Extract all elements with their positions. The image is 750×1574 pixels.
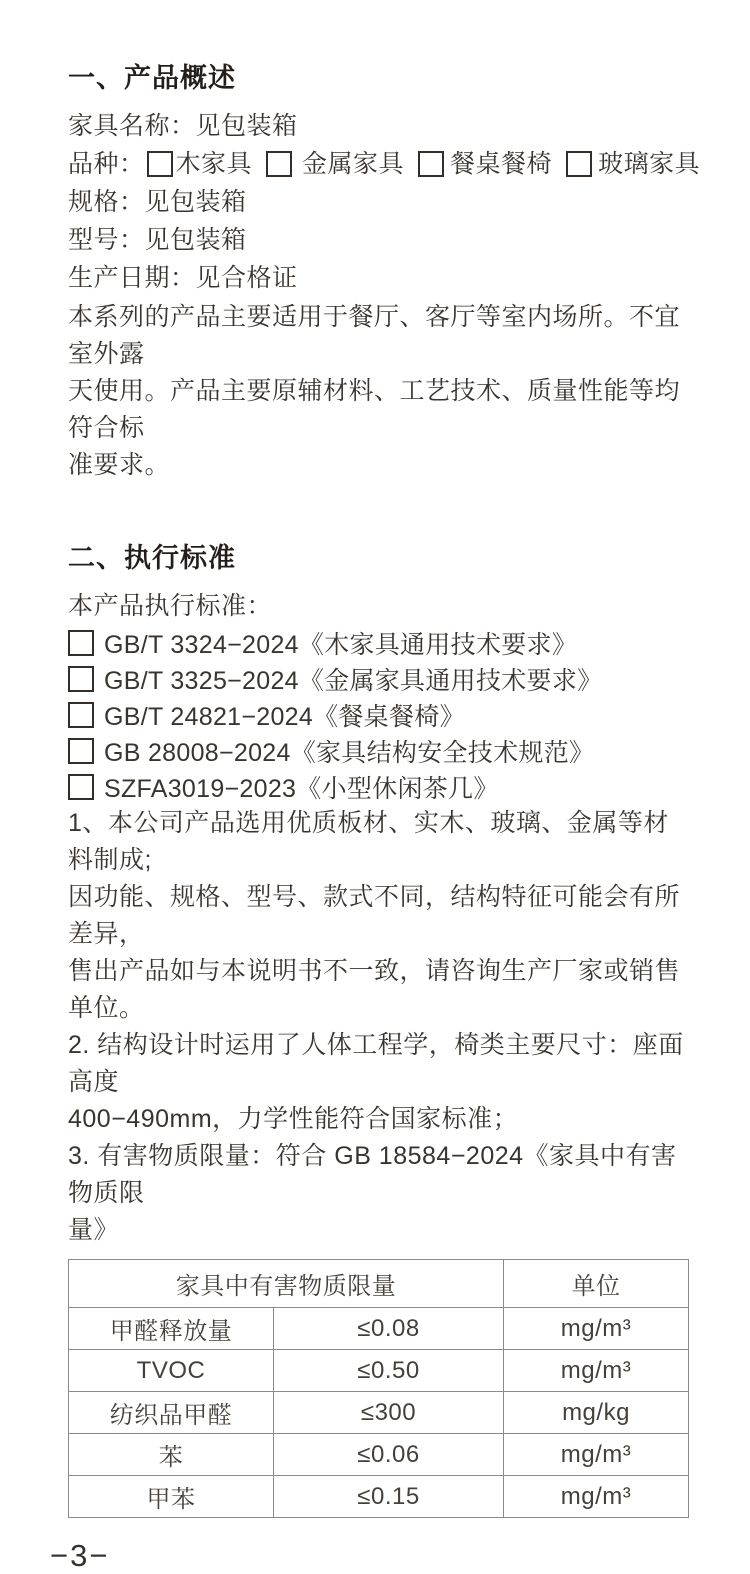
variety-option-label: 木家具 xyxy=(175,150,253,178)
overview-paragraph xyxy=(68,299,692,484)
variety-option-dining xyxy=(418,145,552,183)
checkbox-wood-furniture xyxy=(147,151,173,177)
note-line: 售出产品如与本说明书不一致，请咨询生产厂家或销售单位。 xyxy=(68,957,681,1022)
unit-cell: mg/kg xyxy=(504,1392,689,1434)
standards-notes xyxy=(68,805,692,1249)
standards-intro-line: 本产品执行标准： xyxy=(68,592,273,620)
table-row xyxy=(69,1308,689,1350)
limit-cell: ≤0.15 xyxy=(274,1476,504,1518)
standard-item-label: GB/T 3325−2024《金属家具通用技术要求》 xyxy=(104,667,603,695)
spec-line: 规格：见包装箱 xyxy=(68,188,247,216)
standard-item xyxy=(68,625,692,661)
substance-cell: 甲醛释放量 xyxy=(69,1308,274,1350)
variety-option-label: 金属家具 xyxy=(302,150,405,178)
furniture-name-line: 家具名称：见包装箱 xyxy=(68,112,298,140)
table-header-row xyxy=(69,1260,689,1308)
checkbox-standard-gbt3325 xyxy=(68,666,94,692)
model-line: 型号：见包装箱 xyxy=(68,226,247,254)
unit-cell: mg/m³ xyxy=(504,1434,689,1476)
variety-option-wood xyxy=(147,145,253,183)
note-line: 1、本公司产品选用优质板材、实木、玻璃、金属等材料制成; xyxy=(68,809,669,874)
table-header-title: 家具中有害物质限量 xyxy=(69,1260,504,1308)
table-row xyxy=(69,1392,689,1434)
note-line: 量》 xyxy=(68,1216,120,1244)
table-row xyxy=(69,1350,689,1392)
substance-cell: 甲苯 xyxy=(69,1476,274,1518)
limit-cell: ≤0.06 xyxy=(274,1434,504,1476)
table-row xyxy=(69,1476,689,1518)
section-standards xyxy=(68,536,692,1249)
variety-option-glass xyxy=(566,145,700,183)
standard-item-label: GB/T 3324−2024《木家具通用技术要求》 xyxy=(104,631,578,659)
checkbox-dining-table-chair xyxy=(418,151,444,177)
limit-cell: ≤300 xyxy=(274,1392,504,1434)
substance-cell: 苯 xyxy=(69,1434,274,1476)
standard-item-label: GB 28008−2024《家具结构安全技术规范》 xyxy=(104,739,595,767)
limit-cell: ≤0.08 xyxy=(274,1308,504,1350)
variety-option-label: 玻璃家具 xyxy=(598,150,701,178)
production-date-line: 生产日期：见合格证 xyxy=(68,264,298,292)
checkbox-standard-szfa3019 xyxy=(68,774,94,800)
checkbox-standard-gbt24821 xyxy=(68,702,94,728)
variety-option-metal xyxy=(266,145,404,183)
note-line: 2. 结构设计时运用了人体工程学，椅类主要尺寸：座面高度 xyxy=(68,1031,684,1096)
note-line: 因功能、规格、型号、款式不同，结构特征可能会有所差异， xyxy=(68,883,681,948)
variety-option-label: 餐桌餐椅 xyxy=(450,150,553,178)
paragraph-line: 本系列的产品主要适用于餐厅、客厅等室内场所。不宜室外露 xyxy=(68,303,681,368)
paragraph-line: 准要求。 xyxy=(68,451,171,479)
note-line: 400−490mm，力学性能符合国家标准； xyxy=(68,1105,519,1133)
checkbox-standard-gb28008 xyxy=(68,738,94,764)
paragraph-line: 天使用。产品主要原辅材料、工艺技术、质量性能等均符合标 xyxy=(68,377,681,442)
checkbox-standard-gbt3324 xyxy=(68,630,94,656)
table-header-unit: 单位 xyxy=(504,1260,689,1308)
unit-cell: mg/m³ xyxy=(504,1350,689,1392)
hazard-limits-table xyxy=(68,1259,689,1518)
substance-cell: 纺织品甲醛 xyxy=(69,1392,274,1434)
page-number: −3− xyxy=(50,1538,110,1573)
table-row xyxy=(69,1434,689,1476)
overview-heading: 一、产品概述 xyxy=(68,63,236,93)
standard-item xyxy=(68,697,692,733)
checkbox-metal-furniture xyxy=(266,151,292,177)
checkbox-glass-furniture xyxy=(566,151,592,177)
standard-item-label: SZFA3019−2023《小型休闲茶几》 xyxy=(104,775,499,803)
standard-item xyxy=(68,661,692,697)
unit-cell: mg/m³ xyxy=(504,1476,689,1518)
note-line: 3. 有害物质限量：符合 GB 18584−2024《家具中有害物质限 xyxy=(68,1142,677,1207)
unit-cell: mg/m³ xyxy=(504,1308,689,1350)
standard-item xyxy=(68,769,692,805)
variety-line xyxy=(68,145,701,183)
standards-heading: 二、执行标准 xyxy=(68,543,236,573)
standard-item xyxy=(68,733,692,769)
section-product-overview xyxy=(68,56,701,484)
variety-label: 品种： xyxy=(68,150,145,178)
limit-cell: ≤0.50 xyxy=(274,1350,504,1392)
substance-cell: TVOC xyxy=(69,1350,274,1392)
standard-item-label: GB/T 24821−2024《餐桌餐椅》 xyxy=(104,703,465,731)
